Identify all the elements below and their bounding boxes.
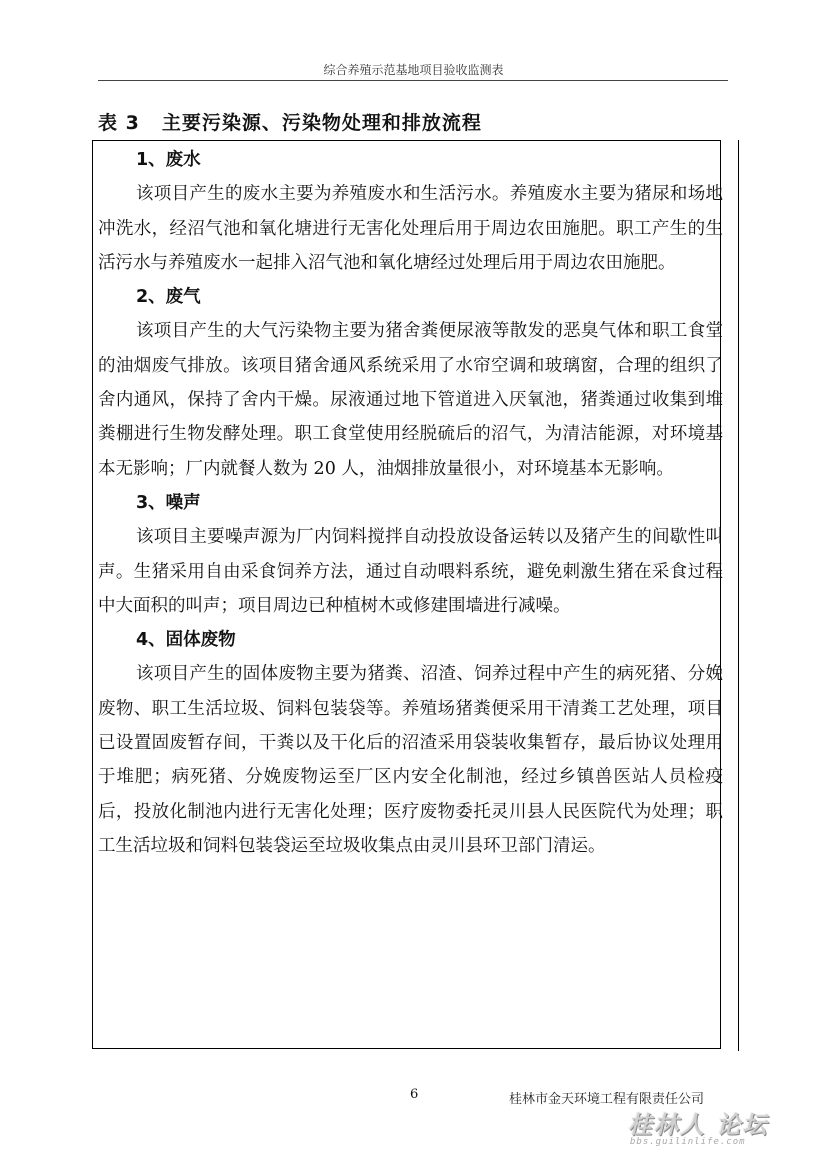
section-heading: 1、废水	[136, 150, 201, 170]
section-paragraph: 该项目产生的固体废物主要为猪粪、沼渣、饲养过程中产生的病死猪、分娩废物、职工生活垃圾、饲料包装袋等。养殖场猪粪便采用干清粪工艺处理，项目已设置固废暂存间，干粪以及干化后的沼渣采用袋装收集暂存，最后协议处理用于堆肥；病死猪、分娩废物运至厂区内安全化制池，经过乡镇兽医站人员检疫后，投放化制池内进行无害化处理；医疗废物委托灵川县人民医院代为处理；职工生活垃圾和饲料包装袋运至垃圾收集点由灵川县环卫部门清运。	[98, 664, 723, 856]
forum-watermark-url: bbs.guilinlife.com	[630, 1137, 746, 1147]
section-paragraph: 该项目主要噪声源为厂内饲料搅拌自动投放设备运转以及猪产生的间歇性叫声。生猪采用自由采食饲养方法，通过自动喂料系统，避免刺激生猪在采食过程中大面积的叫声；项目周边已种植树木或修建围墙进行减噪。	[98, 527, 723, 616]
section-noise	[98, 486, 723, 623]
table-content	[98, 143, 723, 863]
section-paragraph: 该项目产生的大气污染物主要为猪舍粪便尿液等散发的恶臭气体和职工食堂的油烟废气排放。该项目猪舍通风系统采用了水帘空调和玻璃窗，合理的组织了舍内通风，保持了舍内干燥。尿液通过地下管道进入厌氧池，猪粪通过收集到堆粪棚进行生物发酵处理。职工食堂使用经脱硫后的沼气，为清洁能源，对环境基本无影响；厂内就餐人数为 20 人，油烟排放量很小，对环境基本无影响。	[98, 321, 723, 479]
header-divider	[98, 80, 728, 81]
table-title-text: 主要污染源、污染物处理和排放流程	[161, 112, 482, 134]
section-paragraph: 该项目产生的废水主要为养殖废水和生活污水。养殖废水主要为猪尿和场地冲洗水，经沼气池和氧化塘进行无害化处理后用于周边农田施肥。职工产生的生活污水与养殖废水一起排入沼气池和氧化塘经过处理后用于周边农田施肥。	[98, 184, 723, 273]
footer-company: 桂林市金天环境工程有限责任公司	[509, 1092, 705, 1107]
table-number: 表 3	[98, 112, 140, 134]
section-heading: 3、噪声	[136, 492, 201, 513]
forum-watermark: 桂林人 论坛	[628, 1111, 769, 1139]
section-heading: 2、废气	[136, 287, 201, 308]
running-header: 综合养殖示范基地项目验收监测表	[323, 63, 504, 77]
section-exhaust-gas	[98, 280, 723, 486]
page-number: 6	[410, 1087, 419, 1102]
table-right-rule	[738, 140, 739, 1051]
section-heading: 4、固体废物	[136, 630, 236, 651]
section-wastewater	[98, 143, 723, 280]
table-title	[98, 108, 482, 135]
section-solid-waste	[98, 623, 723, 863]
